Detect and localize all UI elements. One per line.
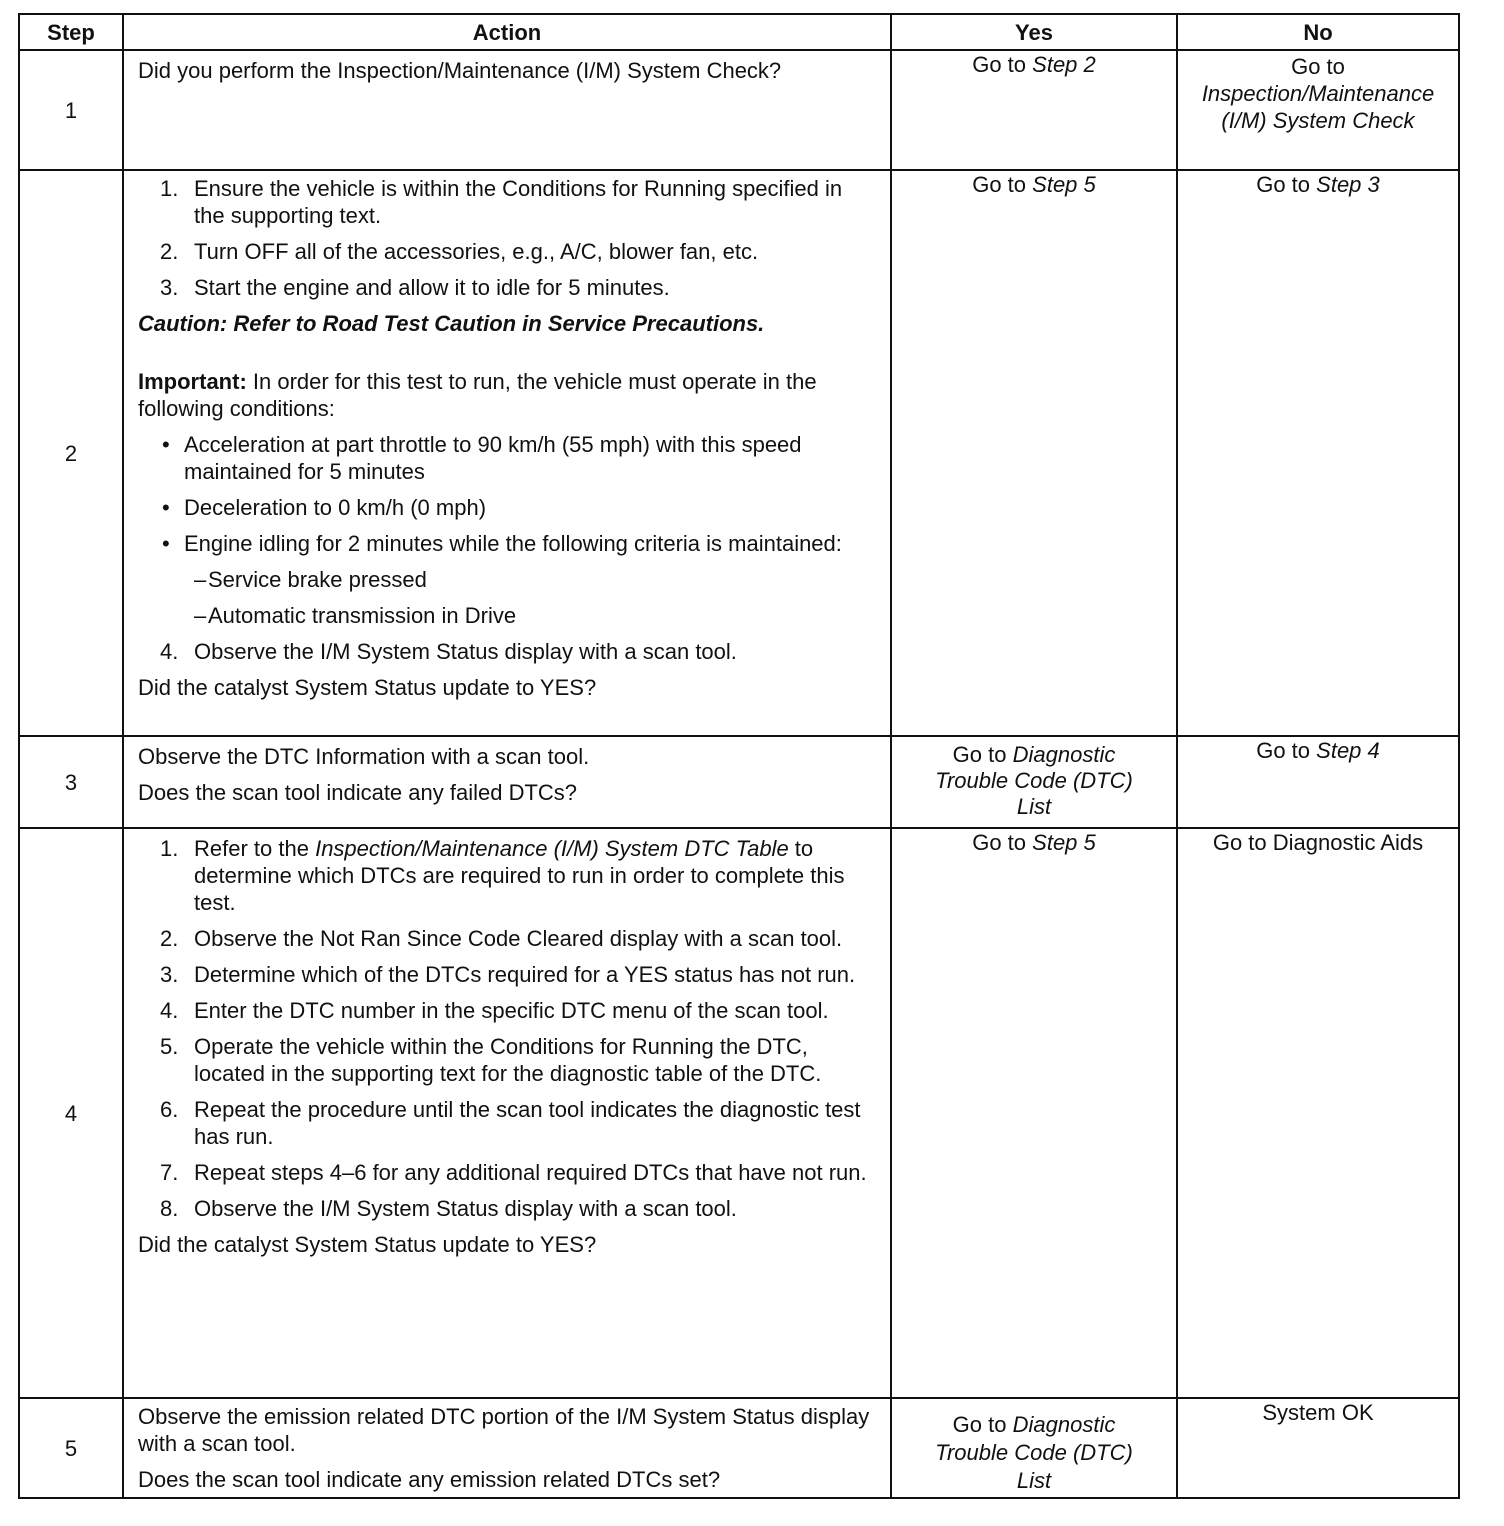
action-cell: 1. Ensure the vehicle is within the Conditions for Running specified in the supporting text. 2. Turn OFF all of the accessories, e.g., A/C, blower fan, etc. 3. Start the engine and allow it to idle for 5 minutes. Caution: Refer to Road Test Caution in Service Precautions. Important: In order for this test to run, the vehicle must operate in the following conditions: • Acceleration at part throttle to 90 km/h (55 mph) with this speed maintained for 5 minutes • Deceleration to 0 km/h (0 mph) • Engine idling for 2 minutes while the following criteria is maintained: – Service brake pressed – Automatic transmission in Drive 4. Observe the I/M System Status display with a scan tool. Did the catalyst System Status update to YES?	[123, 170, 891, 736]
yes-cell: Go to Step 2	[891, 50, 1177, 170]
action-question: Does the scan tool indicate any failed DTCs?	[138, 780, 578, 805]
step-number: 4	[19, 828, 123, 1398]
step-number: 2	[19, 170, 123, 736]
action-question: Did the catalyst System Status update to YES?	[138, 1232, 597, 1257]
action-cell: Observe the DTC Information with a scan tool. Does the scan tool indicate any failed DTCs?	[123, 736, 891, 828]
step-number: 5	[19, 1398, 123, 1498]
no-cell: Go to Inspection/Maintenance (I/M) System Check	[1177, 50, 1459, 170]
table-row	[19, 1398, 1459, 1498]
system-ok-text: System OK	[1262, 1400, 1374, 1425]
action-question: Did the catalyst System Status update to YES?	[138, 675, 597, 700]
header-action: Action	[123, 14, 891, 50]
yes-cell: Go to Diagnostic Trouble Code (DTC) List	[891, 736, 1177, 828]
yes-cell: Go to Step 5	[891, 170, 1177, 736]
table-row	[19, 170, 1459, 736]
step-link[interactable]: Step 4	[1316, 738, 1380, 763]
yes-cell: Go to Diagnostic Trouble Code (DTC) List	[891, 1398, 1177, 1498]
table-row	[19, 736, 1459, 828]
action-cell: 1. Refer to the Inspection/Maintenance (I/M) System DTC Table to determine which DTCs are required to run in order to complete this test. 2. Observe the Not Ran Since Code Cleared display with a scan tool. 3. Determine which of the DTCs required for a YES status has not run. 4. Enter the DTC number in the specific DTC menu of the scan tool. 5. Operate the vehicle within the Conditions for Running the DTC, located in the supporting text for the diagnostic table of the DTC. 6. Repeat the procedure until the scan tool indicates the diagnostic test has run. 7. Repeat steps 4–6 for any additional required DTCs that have not run. 8. Observe the I/M System Status display with a scan tool. Did the catalyst System Status update to YES?	[123, 828, 891, 1398]
header-step: Step	[19, 14, 123, 50]
header-yes: Yes	[891, 14, 1177, 50]
table-row	[19, 828, 1459, 1398]
step-link[interactable]: Step 2	[1032, 52, 1096, 77]
im-dtc-table-link[interactable]: Inspection/Maintenance (I/M) System DTC Table	[315, 836, 789, 861]
no-cell: Go to Step 3	[1177, 170, 1459, 736]
step-number: 1	[19, 50, 123, 170]
dtc-list-link[interactable]: Diagnostic Trouble Code (DTC) List	[935, 742, 1133, 819]
action-question: Did you perform the Inspection/Maintenance (I/M) System Check?	[138, 58, 782, 83]
no-cell: Go to Step 4	[1177, 736, 1459, 828]
caution-note: Caution: Refer to Road Test Caution in Service Precautions.	[138, 311, 765, 336]
action-question: Does the scan tool indicate any emission related DTCs set?	[138, 1467, 721, 1492]
table-row	[19, 50, 1459, 170]
no-cell	[1177, 828, 1459, 1398]
dtc-list-link[interactable]: Diagnostic Trouble Code (DTC) List	[935, 1412, 1133, 1493]
important-note: Important: In order for this test to run, the vehicle must operate in the following conditions:	[138, 369, 817, 421]
action-cell	[123, 50, 891, 170]
action-cell: Observe the emission related DTC portion of the I/M System Status display with a scan tool. Does the scan tool indicate any emission related DTCs set?	[123, 1398, 891, 1498]
step-number: 3	[19, 736, 123, 828]
step-link[interactable]: Step 5	[1032, 830, 1096, 855]
diagnostic-table	[18, 13, 1460, 1499]
header-row	[19, 14, 1459, 50]
yes-cell: Go to Step 5	[891, 828, 1177, 1398]
header-no: No	[1177, 14, 1459, 50]
no-cell	[1177, 1398, 1459, 1498]
diagnostic-aids-link[interactable]: Go to Diagnostic Aids	[1212, 830, 1424, 855]
step-link[interactable]: Step 3	[1316, 172, 1380, 197]
im-system-check-link[interactable]: Inspection/Maintenance (I/M) System Check	[1201, 81, 1435, 133]
step-link[interactable]: Step 5	[1032, 172, 1096, 197]
